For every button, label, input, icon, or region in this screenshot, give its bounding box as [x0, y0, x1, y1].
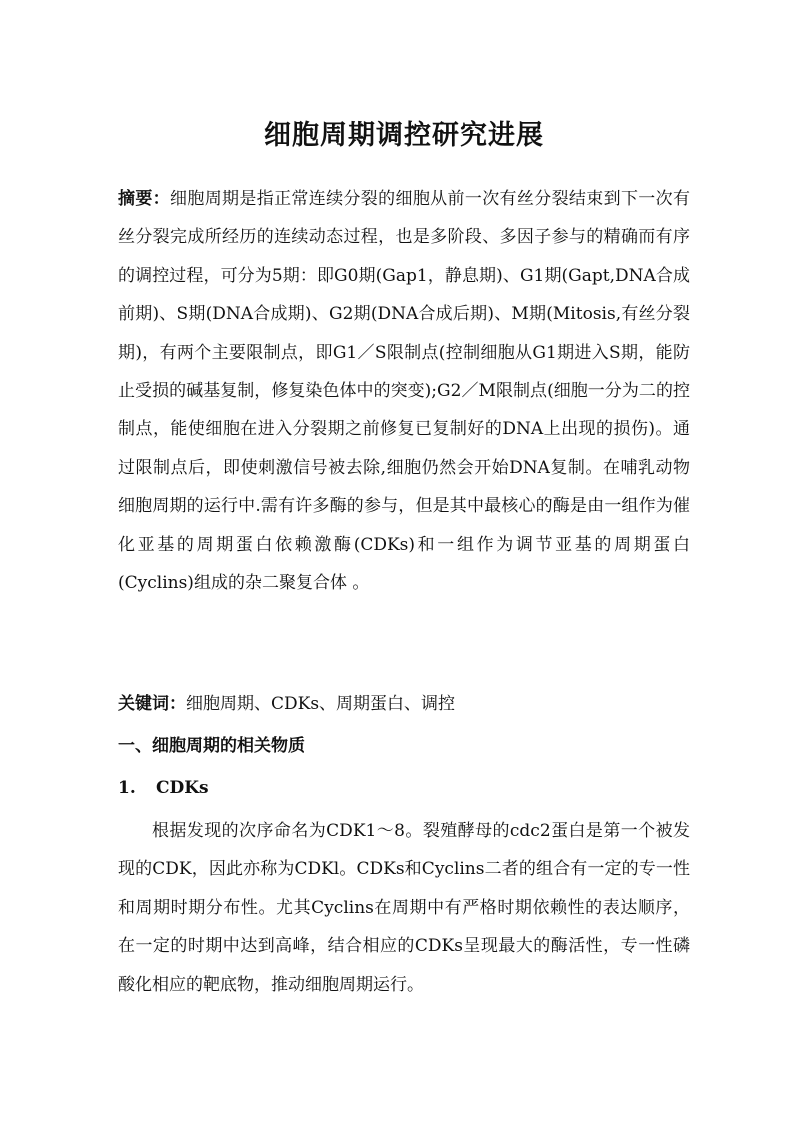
document-page — [118, 0, 690, 1131]
document-title: 细胞周期调控研究进展 — [264, 120, 544, 152]
abstract-paragraph — [118, 180, 690, 602]
abstract-text: 细胞周期是指正常连续分裂的细胞从前一次有丝分裂结束到下一次有丝分裂完成所经历的连续动态过程，也是多阶段、多因子参与的精确而有序的调控过程，可分为5期：即G0期(Gap1，静息期)、G1期(Gapt,DNA合成前期)、S期(DNA合成期)、G2期(DNA合成后期)、M期(Mitosis,有丝分裂期)，有两个主要限制点，即G1／S限制点(控制细胞从G1期进入S期，能防止受损的碱基复制，修复染色体中的突变);G2／M限制点(细胞一分为二的控制点，能使细胞在进入分裂期之前修复已复制好的DNA上出现的损伤)。通过限制点后，即使刺激信号被去除,细胞仍然会开始DNA复制。在哺乳动物细胞周期的运行中.需有许多酶的参与，但是其中最核心的酶是由一组作为催化亚基的周期蛋白依赖激酶(CDKs)和一组作为调节亚基的周期蛋白(Cyclins)组成的杂二聚复合体 。 — [118, 189, 690, 594]
abstract-label: 摘要： — [118, 189, 171, 209]
subsection-heading — [118, 768, 690, 808]
keywords-label: 关键词： — [118, 694, 186, 714]
subsection-title: CDKs — [156, 778, 209, 798]
keywords-line — [118, 684, 690, 724]
keywords-text: 细胞周期、CDKs、周期蛋白、调控 — [186, 694, 456, 714]
body-paragraph: 根据发现的次序命名为CDK1～8。裂殖酵母的cdc2蛋白是第一个被发现的CDK，因此亦称为CDKl。CDKs和Cyclins二者的组合有一定的专一性和周期时期分布性。尤其Cyclins在周期中有严格时期依赖性的表达顺序，在一定的时期中达到高峰，结合相应的CDKs呈现最大的酶活性，专一性磷酸化相应的靶底物，推动细胞周期运行。 — [118, 821, 690, 995]
section-heading: 一、细胞周期的相关物质 — [118, 736, 305, 756]
subsection-number: 1. — [118, 778, 136, 798]
